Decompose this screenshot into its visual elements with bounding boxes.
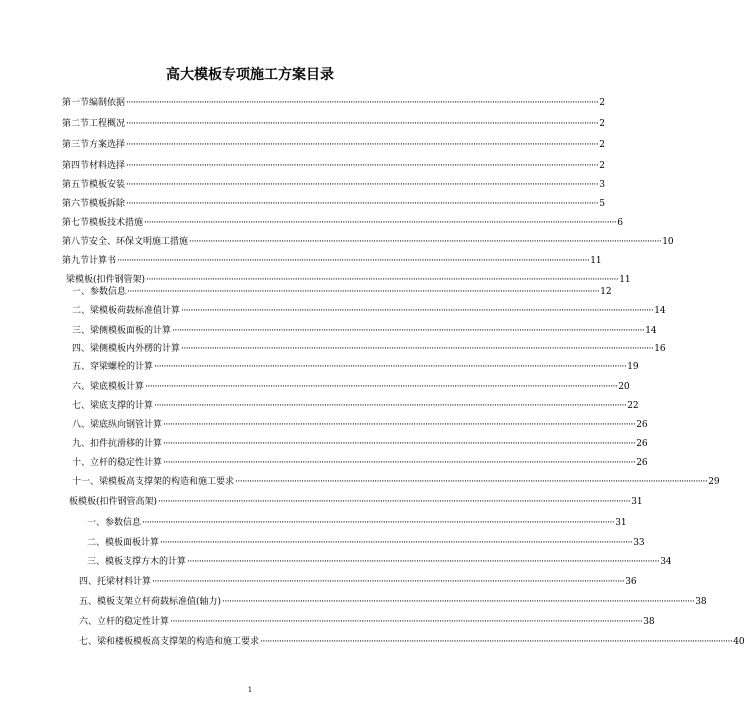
toc-entry[interactable] bbox=[79, 575, 637, 589]
toc-leader-dots: ········································································································································································································ bbox=[126, 140, 599, 150]
toc-entry[interactable] bbox=[72, 475, 720, 489]
toc-entry[interactable] bbox=[72, 285, 612, 299]
document-title: 高大模板专项施工方案目录 bbox=[166, 67, 334, 83]
toc-section-number: 第六节 bbox=[62, 199, 90, 209]
toc-leader-dots: ········································································································································································································ bbox=[126, 98, 599, 108]
toc-leader-dots: ········································································································································································································ bbox=[187, 557, 660, 567]
toc-section-number: 第九节 bbox=[62, 256, 90, 266]
toc-entry-label: 十一、梁模板高支撑架的构造和施工要求 bbox=[72, 477, 235, 487]
toc-entry[interactable] bbox=[72, 342, 666, 356]
toc-page-number: 16 bbox=[654, 344, 666, 354]
toc-leader-dots: ········································································································································································································ bbox=[260, 637, 733, 647]
toc-page-number: 38 bbox=[643, 617, 655, 627]
toc-entry[interactable] bbox=[72, 360, 639, 374]
toc-entry-label: 六、梁底模板计算 bbox=[72, 382, 145, 392]
toc-entry-label: 五、穿梁螺栓的计算 bbox=[72, 362, 154, 372]
toc-page-number: 34 bbox=[660, 557, 672, 567]
toc-entry[interactable] bbox=[62, 178, 605, 192]
toc-entry-label: 三、梁侧模板面板的计算 bbox=[72, 326, 172, 336]
toc-entry-label: 模板拆除 bbox=[89, 199, 126, 209]
toc-page-number: 40 bbox=[733, 637, 745, 647]
toc-section-number: 第四节 bbox=[62, 161, 90, 171]
toc-leader-dots: ········································································································································································································ bbox=[189, 237, 662, 247]
toc-leader-dots: ········································································································································································································ bbox=[146, 275, 619, 285]
toc-section-number: 第一节 bbox=[62, 98, 90, 108]
toc-page-number: 11 bbox=[590, 256, 602, 266]
toc-page-number: 26 bbox=[636, 458, 648, 468]
toc-page-number: 14 bbox=[654, 306, 666, 316]
toc-entry[interactable] bbox=[62, 138, 605, 152]
toc-leader-dots: ········································································································································································································ bbox=[117, 256, 590, 266]
toc-leader-dots: ········································································································································································································ bbox=[144, 218, 617, 228]
toc-entry[interactable] bbox=[72, 324, 657, 338]
toc-leader-dots: ········································································································································································································ bbox=[170, 617, 643, 627]
toc-entry-label: 六、立杆的稳定性计算 bbox=[79, 617, 170, 627]
toc-page-number: 2 bbox=[599, 140, 605, 150]
toc-page-number: 19 bbox=[627, 362, 639, 372]
toc-entry-label: 工程概况 bbox=[89, 119, 126, 129]
toc-entry[interactable] bbox=[62, 159, 605, 173]
toc-page-number: 29 bbox=[708, 477, 720, 487]
toc-leader-dots: ········································································································································································································ bbox=[154, 401, 627, 411]
toc-entry[interactable] bbox=[79, 595, 707, 609]
toc-entry-label: 二、模板面板计算 bbox=[87, 538, 160, 548]
toc-entry[interactable] bbox=[62, 254, 602, 268]
toc-leader-dots: ········································································································································································································ bbox=[126, 199, 599, 209]
toc-page-number: 12 bbox=[600, 287, 612, 297]
toc-entry-label: 十、立杆的稳定性计算 bbox=[72, 458, 163, 468]
toc-section-number: 第七节 bbox=[62, 218, 90, 228]
toc-leader-dots: ········································································································································································································ bbox=[181, 344, 654, 354]
toc-entry-label: 安全、环保文明施工措施 bbox=[89, 237, 189, 247]
toc-page-number: 11 bbox=[619, 275, 631, 285]
toc-section-number: 第三节 bbox=[62, 140, 90, 150]
toc-leader-dots: ········································································································································································································ bbox=[181, 306, 654, 316]
toc-entry-label: 七、梁和楼板模板高支撑架的构造和施工要求 bbox=[79, 637, 260, 647]
toc-entry-label: 板模板(扣件钢管高架) bbox=[69, 497, 158, 507]
toc-entry[interactable] bbox=[87, 516, 627, 530]
toc-entry-label: 三、模板支撑方木的计算 bbox=[87, 557, 187, 567]
toc-entry-label: 四、梁侧模板内外楞的计算 bbox=[72, 344, 181, 354]
toc-page-number: 2 bbox=[599, 98, 605, 108]
toc-entry-label: 一、参数信息 bbox=[72, 287, 127, 297]
toc-entry-label: 九、扣件抗滑移的计算 bbox=[72, 439, 163, 449]
toc-leader-dots: ········································································································································································································ bbox=[142, 518, 615, 528]
toc-entry[interactable] bbox=[72, 437, 648, 451]
toc-page-number: 26 bbox=[636, 420, 648, 430]
toc-leader-dots: ········································································································································································································ bbox=[126, 119, 599, 129]
toc-page-number: 10 bbox=[662, 237, 674, 247]
toc-page-number: 2 bbox=[599, 161, 605, 171]
toc-page-number: 31 bbox=[631, 497, 643, 507]
toc-entry[interactable] bbox=[72, 456, 648, 470]
toc-entry-label: 二、梁模板荷载标准值计算 bbox=[72, 306, 181, 316]
toc-entry-label: 四、托梁材料计算 bbox=[79, 577, 152, 587]
toc-leader-dots: ········································································································································································································ bbox=[145, 382, 618, 392]
toc-leader-dots: ········································································································································································································ bbox=[158, 497, 631, 507]
toc-page-number: 38 bbox=[695, 597, 707, 607]
toc-entry[interactable] bbox=[72, 380, 630, 394]
toc-entry[interactable] bbox=[79, 615, 655, 629]
toc-entry[interactable] bbox=[72, 418, 648, 432]
toc-entry[interactable] bbox=[79, 635, 745, 649]
toc-page-number: 22 bbox=[627, 401, 639, 411]
toc-entry-label: 计算书 bbox=[89, 256, 117, 266]
toc-leader-dots: ········································································································································································································ bbox=[163, 420, 636, 430]
toc-entry-label: 一、参数信息 bbox=[87, 518, 142, 528]
toc-entry-label: 方案选择 bbox=[89, 140, 126, 150]
toc-entry[interactable] bbox=[72, 399, 639, 413]
toc-entry[interactable] bbox=[87, 555, 672, 569]
toc-leader-dots: ········································································································································································································ bbox=[127, 287, 600, 297]
toc-section-number: 第五节 bbox=[62, 180, 90, 190]
toc-page-number: 31 bbox=[615, 518, 627, 528]
toc-section-number: 第二节 bbox=[62, 119, 90, 129]
toc-entry-label: 材料选择 bbox=[89, 161, 126, 171]
toc-entry[interactable] bbox=[72, 304, 666, 318]
toc-leader-dots: ········································································································································································································ bbox=[154, 362, 627, 372]
toc-entry-label: 编制依据 bbox=[89, 98, 126, 108]
toc-entry[interactable] bbox=[62, 216, 623, 230]
toc-entry[interactable] bbox=[62, 117, 605, 131]
toc-page-number: 14 bbox=[645, 326, 657, 336]
toc-entry-label: 模板安装 bbox=[89, 180, 126, 190]
toc-entry[interactable] bbox=[62, 197, 605, 211]
toc-section-number: 第八节 bbox=[62, 237, 90, 247]
toc-leader-dots: ········································································································································································································ bbox=[152, 577, 625, 587]
toc-entry-label: 八、梁底纵向钢管计算 bbox=[72, 420, 163, 430]
toc-entry[interactable] bbox=[69, 495, 643, 509]
toc-entry-label: 梁模板(扣件钢管架) bbox=[66, 275, 146, 285]
toc-leader-dots: ········································································································································································································ bbox=[222, 597, 695, 607]
toc-leader-dots: ········································································································································································································ bbox=[163, 439, 636, 449]
toc-entry-label: 七、梁底支撑的计算 bbox=[72, 401, 154, 411]
toc-leader-dots: ········································································································································································································ bbox=[163, 458, 636, 468]
toc-leader-dots: ········································································································································································································ bbox=[160, 538, 633, 548]
toc-page-number: 5 bbox=[599, 199, 605, 209]
toc-page-number: 20 bbox=[618, 382, 630, 392]
page-number: 1 bbox=[247, 686, 253, 694]
toc-leader-dots: ········································································································································································································ bbox=[126, 180, 599, 190]
toc-page-number: 36 bbox=[625, 577, 637, 587]
toc-entry-label: 五、模板支架立杆荷载标准值(轴力) bbox=[79, 597, 222, 607]
toc-page-number: 33 bbox=[633, 538, 645, 548]
toc-entry[interactable] bbox=[87, 536, 645, 550]
toc-entry[interactable] bbox=[62, 96, 605, 110]
toc-page-number: 6 bbox=[617, 218, 623, 228]
toc-page-number: 26 bbox=[636, 439, 648, 449]
toc-entry[interactable] bbox=[62, 235, 674, 249]
toc-leader-dots: ········································································································································································································ bbox=[235, 477, 708, 487]
toc-page-number: 3 bbox=[599, 180, 605, 190]
toc-entry-label: 模板技术措施 bbox=[89, 218, 144, 228]
toc-leader-dots: ········································································································································································································ bbox=[172, 326, 645, 336]
toc-leader-dots: ········································································································································································································ bbox=[126, 161, 599, 171]
toc-page-number: 2 bbox=[599, 119, 605, 129]
